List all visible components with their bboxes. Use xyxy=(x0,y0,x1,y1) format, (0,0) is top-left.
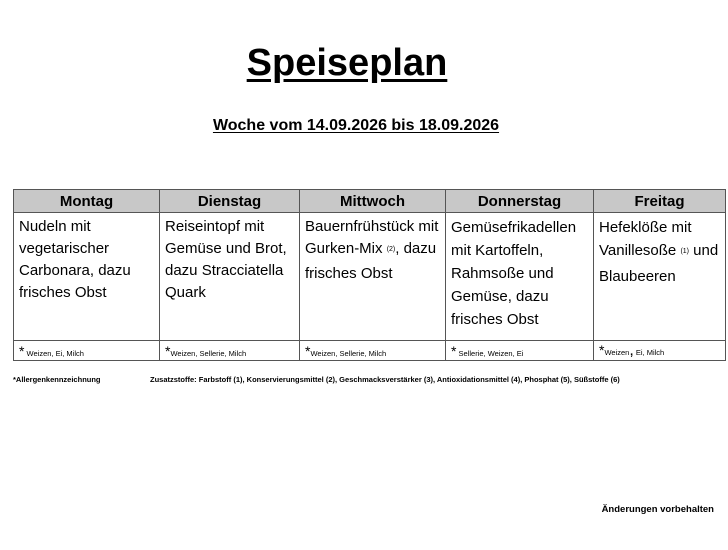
allergen-monday xyxy=(14,341,160,361)
dish-wednesday xyxy=(300,213,446,341)
additive-note-2: (2) xyxy=(386,246,396,253)
allergen-star: * xyxy=(165,342,171,359)
header-tuesday: Dienstag xyxy=(160,190,300,213)
allergen-text: Weizen, Ei, Milch xyxy=(26,348,84,358)
dish-row xyxy=(14,213,726,341)
header-wednesday: Mittwoch xyxy=(300,190,446,213)
allergen-text: Weizen, Sellerie, Milch xyxy=(310,348,387,358)
dish-thursday: Gemüsefrikadellen mit Kartoffeln, Rahmsoße und Gemüse, dazu frisches Obst xyxy=(446,213,594,341)
allergen-footnote: *Allergenkennzeichnung xyxy=(13,375,101,384)
dish-friday-text: Hefeklöße mit Vanillesoße xyxy=(599,219,692,259)
additives-footnote: Zusatzstoffe: Farbstoff (1), Konservierungsmittel (2), Geschmacksverstärker (3), Antioxidationsmittel (4), Phosphat (5), Süßstoffe (6) xyxy=(150,375,620,384)
allergen-tuesday xyxy=(160,341,300,361)
allergen-text: Ei, Milch xyxy=(635,347,665,357)
allergen-text: Weizen xyxy=(604,347,630,357)
allergen-thursday xyxy=(446,341,594,361)
allergen-comma: , xyxy=(629,341,634,359)
header-thursday: Donnerstag xyxy=(446,190,594,213)
menu-table xyxy=(13,189,726,361)
week-subtitle: Woche vom 14.09.2026 bis 18.09.2026 xyxy=(212,117,500,134)
allergen-row xyxy=(14,341,726,361)
dish-wednesday-text-end: , dazu frisches Obst xyxy=(305,240,437,282)
header-monday: Montag xyxy=(14,190,160,213)
allergen-text: Sellerie, Weizen, Ei xyxy=(458,348,524,358)
allergen-star: * xyxy=(599,341,605,358)
allergen-star: * xyxy=(451,342,457,359)
allergen-friday xyxy=(594,341,726,361)
allergen-star: * xyxy=(305,342,311,359)
allergen-text: Weizen, Sellerie, Milch xyxy=(170,348,247,358)
dish-tuesday: Reiseintopf mit Gemüse und Brot, dazu Stracciatella Quark xyxy=(160,213,300,341)
dish-friday xyxy=(594,213,726,341)
page-title: Speiseplan xyxy=(246,42,448,84)
additive-note-1: (1) xyxy=(680,248,689,255)
day-header-row xyxy=(14,190,726,213)
dish-friday-text-end: und Blaubeeren xyxy=(599,242,719,285)
changes-disclaimer: Änderungen vorbehalten xyxy=(601,504,714,515)
dish-monday: Nudeln mit vegetarischer Carbonara, dazu frisches Obst xyxy=(14,213,160,341)
allergen-star: * xyxy=(19,342,25,359)
header-friday: Freitag xyxy=(594,190,726,213)
allergen-wednesday xyxy=(300,341,446,361)
dish-wednesday-text: Bauernfrühstück mit Gurken-Mix xyxy=(305,218,439,257)
